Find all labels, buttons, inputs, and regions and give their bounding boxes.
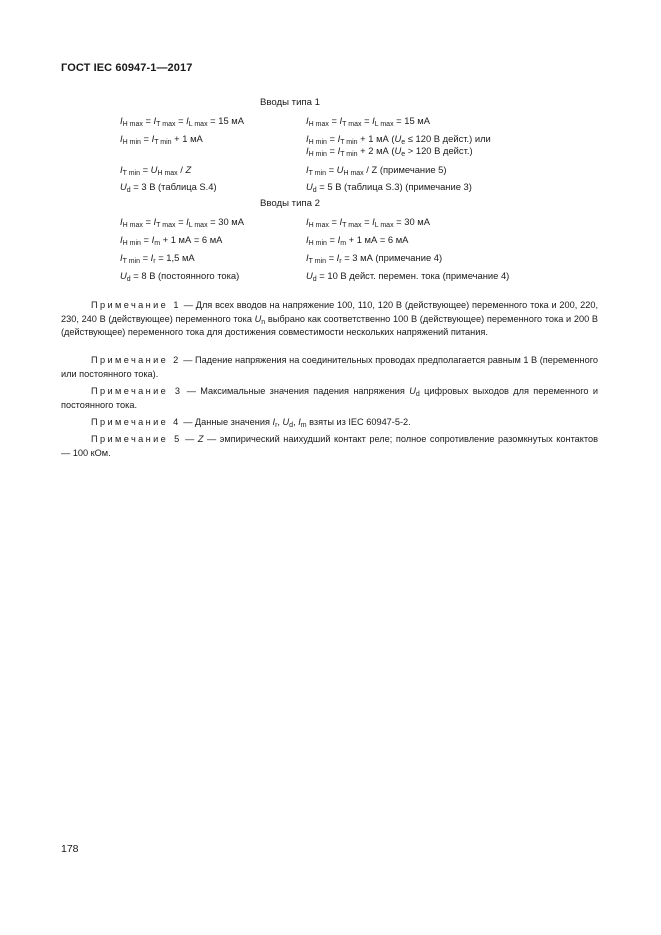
type2-row4-left: $U_d = 8$ В (постоянного тока) (120, 270, 240, 283)
type1-row1-left: $I_{H max} = I_{T max} = I_{L max} = 15$ мА (120, 115, 244, 128)
note-1-label: Примечание 1 (91, 300, 181, 310)
type2-row3-left: $I_{T min} = I_r = 1,5$ мА (120, 252, 195, 265)
type1-row3-right: $I_{T min} = U_{H max} / Z$ (примечание 5) (306, 164, 447, 177)
type2-row2-right: $I_{H min} = I_m + 1$ мА = 6 мА (306, 234, 409, 247)
note-4 (61, 416, 598, 430)
type1-row2-right: $I_{H min} = I_{T min} + 1$ мА ($U_e \le 120$ В дейст.) или $I_{H min} = I_{T min} + 2$ мА ($U_e > 120$ В дейст.) (306, 133, 491, 158)
note-3 (61, 385, 598, 412)
type1-title: Вводы типа 1 (260, 97, 320, 108)
note-4-label: Примечание 4 (91, 417, 181, 427)
type2-title: Вводы типа 2 (260, 198, 320, 209)
type2-row3-right: $I_{T min} = I_r = 3$ мА (примечание 4) (306, 252, 443, 265)
note-5-label: Примечание 5 (91, 434, 182, 444)
note-3-label: Примечание 3 (91, 386, 183, 396)
note-4-text: — Данные значения $I_r$, $U_d$, $I_m$ взяты из IEC 60947-5-2. (180, 417, 411, 429)
document-header: ГОСТ IEC 60947-1—2017 (61, 62, 193, 74)
note-1 (61, 299, 598, 340)
note-3-text: — Максимальные значения падения напряжения $U_d$ цифровых выходов для переменного и постоянного тока. (61, 386, 598, 410)
note-2-label: Примечание 2 (91, 355, 181, 365)
note-5 (61, 433, 598, 460)
note-1-text: — Для всех вводов на напряжение 100, 110, 120 В (действующее) переменного тока и 200, 220, 230, 240 В (действующее) переменного тока $U_n$ выбрано как соответственно 100 В (действующее) переменного тока и 200 В (действующее) переменного тока для достижения совместимости нескольких напряжений питания. (61, 300, 598, 338)
type2-row1-left: $I_{H max} = I_{T max} = I_{L max} = 30$ мА (120, 216, 244, 229)
type2-row4-right: $U_d = 10$ В дейст. перемен. тока (примечание 4) (306, 270, 510, 283)
page-number: 178 (61, 843, 79, 855)
note-2-text: — Падение напряжения на соединительных проводах предполагается равным 1 В (переменного или постоянного тока). (61, 355, 599, 379)
type1-row4-right: $U_d = 5$ В (таблица S.3) (примечание 3) (306, 181, 472, 194)
note-5-text: — Z — эмпирический наихудший контакт реле; полное сопротивление разомкнутых контактов — 100 кОм. (61, 434, 598, 458)
type2-row1-right: $I_{H max} = I_{T max} = I_{L max} = 30$ мА (306, 216, 430, 229)
note-2 (61, 354, 598, 381)
type2-row2-left: $I_{H min} = I_m + 1$ мА = 6 мА (120, 234, 223, 247)
type1-row4-left: $U_d = 3$ В (таблица S.4) (120, 181, 217, 194)
type1-row2-left: $I_{H min} = I_{T min} + 1$ мА (120, 133, 203, 146)
type1-row1-right: $I_{H max} = I_{T max} = I_{L max} = 15$ мА (306, 115, 430, 128)
type1-row3-left: $I_{T min} = U_{H max} / Z$ (120, 164, 192, 177)
